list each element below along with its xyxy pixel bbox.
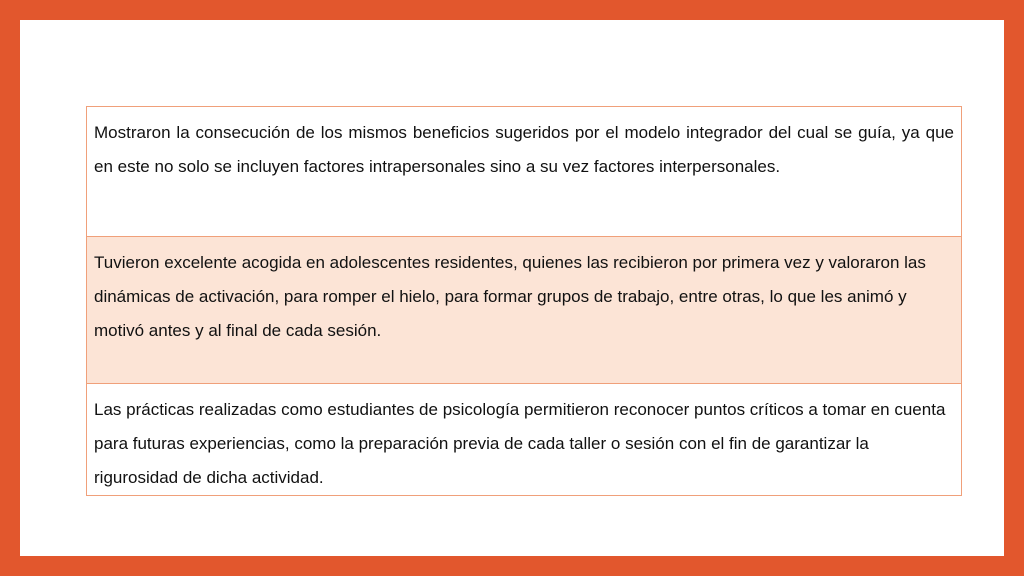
cell-text: Mostraron la consecución de los mismos beneficios sugeridos por el modelo integrador del cual se guía, ya que en este no solo se incluyen factores intrapersonales sino a su vez factores interpersonales. [94,123,954,176]
table-cell [87,237,962,384]
table-cell [87,107,962,237]
cell-text: Tuvieron excelente acogida en adolescentes residentes, quienes las recibieron por primera vez y valoraron las dinámicas de activación, para romper el hielo, para formar grupos de trabajo, entre otras, lo que les animó y motivó antes y al final de cada sesión. [94,253,926,340]
table-row [87,107,962,237]
findings-table [86,106,962,496]
table-row [87,384,962,496]
cell-text: Las prácticas realizadas como estudiantes de psicología permitieron reconocer puntos críticos a tomar en cuenta para futuras experiencias, como la preparación previa de cada taller o sesión con el fin de garantizar la rigurosidad de dicha actividad. [94,400,946,487]
table-row [87,237,962,384]
slide-canvas [20,20,1004,556]
table-cell [87,384,962,496]
